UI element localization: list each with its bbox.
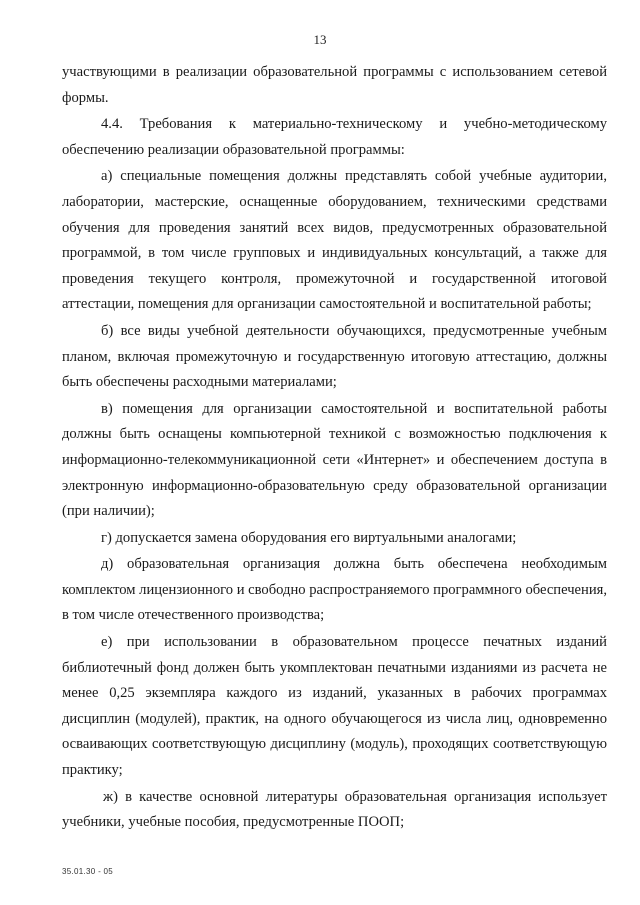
paragraph-item-g: г) допускается замена оборудования его виртуальными аналогами; xyxy=(101,529,517,546)
paragraph-item-b: б) все виды учебной деятельности обучающихся, предусмотренные учебным планом, включая промежуточную и государственную итоговую аттестацию, должны быть обеспечены расходными материалами; xyxy=(62,322,607,391)
document-code: 35.01.30 - 05 xyxy=(62,867,114,876)
paragraph-continuation: участвующими в реализации образовательной программы с использованием сетевой формы. xyxy=(62,64,607,106)
paragraph-item-a: а) специальные помещения должны представлять собой учебные аудитории, лаборатории, мастерские, оснащенные оборудованием, техническими средствами обучения для проведения занятий всех видов, предусмотренных образовательной программой, в том числе групповых и индивидуальных консультаций, а также для проведения текущего контроля, промежуточной и государственной итоговой аттестации, помещения для организации самостоятельной и воспитательной работы; xyxy=(62,168,607,313)
paragraph-item-d: д) образовательная организация должна быть обеспечена необходимым комплектом лицензионного и свободно распространяемого программного обеспечения, в том числе отечественного производства; xyxy=(62,556,608,624)
document-body xyxy=(62,60,607,836)
paragraph-item-e: е) при использовании в образовательном процессе печатных изданий библиотечный фонд должен быть укомплектован печатными изданиями из расчета не менее 0,25 экземпляра каждого из изданий, указанных в рабочих программах дисциплин (модулей), практик, на одного обучающегося из числа лиц, одновременно осваивающих соответствующую дисциплину (модуль), проходящих соответствующую практику; xyxy=(62,634,607,779)
paragraph-item-v: в) помещения для организации самостоятельной и воспитательной работы должны быть оснащены компьютерной техникой с возможностью подключения к информационно-телекоммуникационной сети «Интернет» и обеспечением доступа в электронную информационно-образовательную среду образовательной организации (при наличии); xyxy=(62,400,607,520)
paragraph-section-4-4: 4.4. Требования к материально-техническому и учебно-методическому обеспечению реализации образовательной программы: xyxy=(62,116,607,158)
paragraph-item-zh: ж) в качестве основной литературы образовательная организация использует учебники, учебные пособия, предусмотренные ПООП; xyxy=(62,788,607,831)
page-number: 13 xyxy=(313,32,327,47)
